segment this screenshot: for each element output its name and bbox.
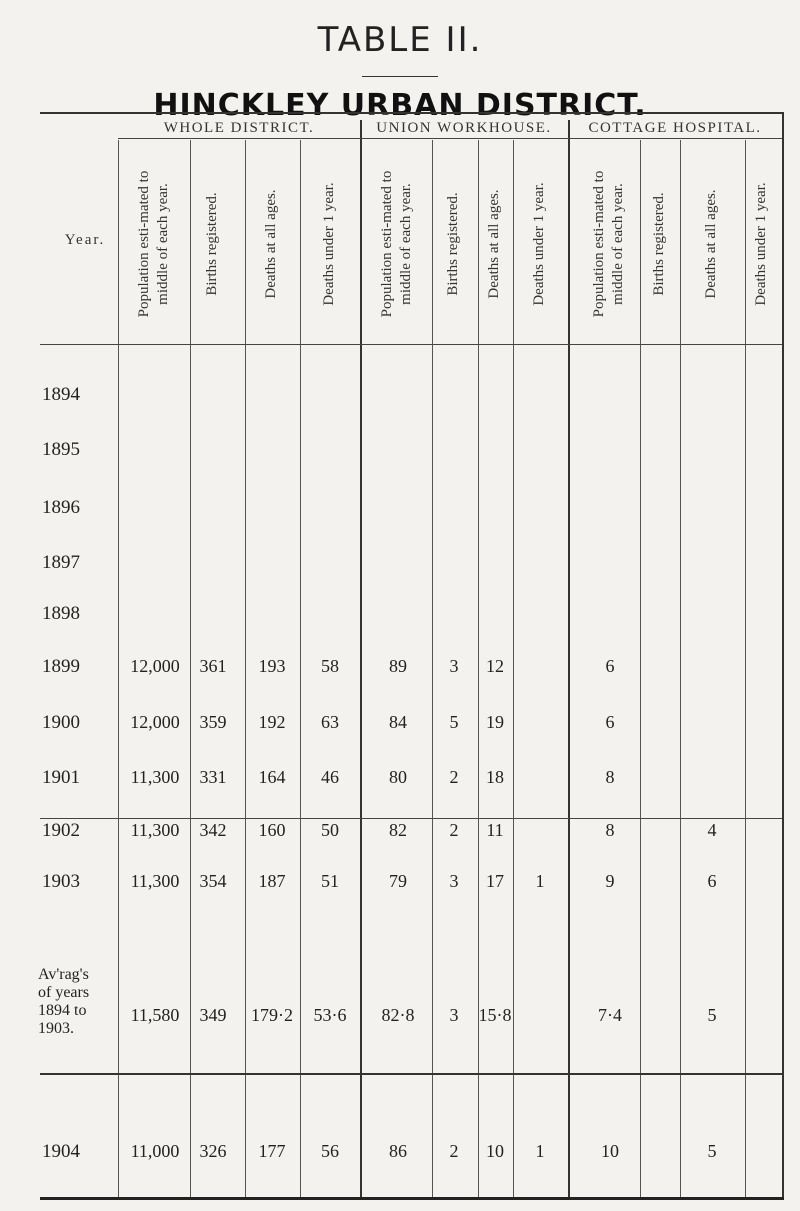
table-cell: 10 (486, 1141, 504, 1161)
average-cell: 179·2 (251, 1005, 293, 1025)
table-cell: 331 (199, 767, 227, 787)
table-cell: 164 (258, 767, 286, 787)
table-cell: 6 (707, 871, 717, 891)
column-header: Deaths at all ages. (486, 189, 502, 299)
table-cell: 192 (258, 712, 286, 732)
average-label-line: Av'rag's (38, 966, 89, 983)
table-cell: 354 (199, 871, 227, 891)
table-cell: 19 (486, 712, 504, 732)
table-cell: 361 (199, 656, 227, 676)
table-cell: 86 (389, 1141, 407, 1161)
average-cell: 3 (449, 1005, 459, 1025)
table-cell: 46 (321, 767, 339, 787)
table-cell: 79 (389, 871, 407, 891)
table-cell: 5 (707, 1141, 717, 1161)
average-label-line: of years (38, 984, 90, 1001)
row-rule (40, 112, 784, 114)
table-cell: 6 (605, 712, 615, 732)
column-header: Births registered. (204, 192, 220, 296)
year-label: 1895 (42, 439, 80, 460)
table-cell: 82 (389, 820, 407, 840)
table-cell: 58 (321, 656, 339, 676)
column-header: Births registered. (651, 192, 667, 296)
row-rule (40, 1197, 784, 1200)
table-cell: 11,300 (130, 820, 180, 840)
table-cell: 11,300 (130, 767, 180, 787)
year-label: 1900 (42, 712, 80, 733)
table-cell: 342 (199, 820, 227, 840)
column-header: Deaths under 1 year. (531, 182, 547, 306)
table-cell: 8 (605, 820, 615, 840)
row-rule (40, 344, 782, 345)
year-label: 1903 (42, 871, 80, 892)
table-title: TABLE II. (317, 20, 483, 60)
column-rule (782, 112, 784, 1197)
table-cell: 51 (321, 871, 339, 891)
table-cell: 187 (258, 871, 286, 891)
table-cell: 3 (449, 656, 459, 676)
group-header: UNION WORKHOUSE. (376, 120, 552, 136)
table-cell: 12,000 (130, 712, 180, 732)
table-cell: 4 (707, 820, 717, 840)
average-label (38, 966, 89, 1038)
average-cell: 82·8 (381, 1005, 415, 1025)
row-rule (40, 1073, 782, 1075)
table-cell: 160 (258, 820, 286, 840)
table-cell: 359 (199, 712, 227, 732)
title-rule (362, 76, 438, 77)
column-rule (300, 140, 301, 1197)
table-cell: 1 (535, 1141, 545, 1161)
average-cell: 11,580 (130, 1005, 180, 1025)
table-cell: 56 (321, 1141, 339, 1161)
table-cell: 3 (449, 871, 459, 891)
table-cell: 8 (605, 767, 615, 787)
average-label-line: 1903. (38, 1020, 74, 1037)
column-rule (745, 140, 746, 1197)
table-cell: 177 (258, 1141, 286, 1161)
year-label: 1896 (42, 497, 80, 518)
column-header: Deaths under 1 year. (321, 182, 337, 306)
table-cell: 1 (535, 871, 545, 891)
column-header: Population esti-mated to middle of each year. (379, 170, 414, 318)
table-cell: 11,000 (130, 1141, 180, 1161)
table-subtitle: HINCKLEY URBAN DISTRICT. (153, 88, 647, 123)
table-cell: 89 (389, 656, 407, 676)
row-rule (40, 818, 782, 819)
column-rule (680, 140, 681, 1197)
table-cell: 9 (605, 871, 615, 891)
table-cell: 6 (605, 656, 615, 676)
group-header: COTTAGE HOSPITAL. (588, 120, 762, 136)
table-cell: 12,000 (130, 656, 180, 676)
table-cell: 5 (449, 712, 459, 732)
table-cell: 84 (389, 712, 407, 732)
column-header: Deaths at all ages. (703, 189, 719, 299)
table-cell: 63 (321, 712, 339, 732)
table-cell: 2 (449, 767, 459, 787)
year-label: 1898 (42, 603, 80, 624)
year-label: 1897 (42, 552, 80, 573)
table-cell: 193 (258, 656, 286, 676)
column-header: Population esti-mated to middle of each year. (591, 170, 626, 318)
year-label: 1899 (42, 656, 80, 677)
average-cell: 7·4 (598, 1005, 622, 1025)
row-rule (118, 138, 782, 139)
table-cell: 17 (486, 871, 504, 891)
year-label: 1904 (42, 1141, 80, 1162)
year-label: 1894 (42, 384, 80, 405)
column-rule (245, 140, 246, 1197)
average-cell: 5 (707, 1005, 717, 1025)
table-cell: 80 (389, 767, 407, 787)
year-column-header: Year. (64, 232, 106, 248)
group-header: WHOLE DISTRICT. (163, 120, 315, 136)
table-cell: 11 (486, 820, 504, 840)
column-header: Deaths at all ages. (263, 189, 279, 299)
table-cell: 11,300 (130, 871, 180, 891)
table-cell: 2 (449, 1141, 459, 1161)
table-cell: 326 (199, 1141, 227, 1161)
year-label: 1901 (42, 767, 80, 788)
column-header: Deaths under 1 year. (753, 182, 769, 306)
table-cell: 10 (601, 1141, 619, 1161)
average-cell: 349 (199, 1005, 227, 1025)
table-cell: 50 (321, 820, 339, 840)
average-cell: 53·6 (313, 1005, 347, 1025)
year-label: 1902 (42, 820, 80, 841)
column-header: Population esti-mated to middle of each year. (136, 170, 171, 318)
table-cell: 2 (449, 820, 459, 840)
average-cell: 15·8 (478, 1005, 512, 1025)
average-label-line: 1894 to (38, 1002, 87, 1019)
table-cell: 18 (486, 767, 504, 787)
column-header: Births registered. (445, 192, 461, 296)
table-cell: 12 (486, 656, 504, 676)
